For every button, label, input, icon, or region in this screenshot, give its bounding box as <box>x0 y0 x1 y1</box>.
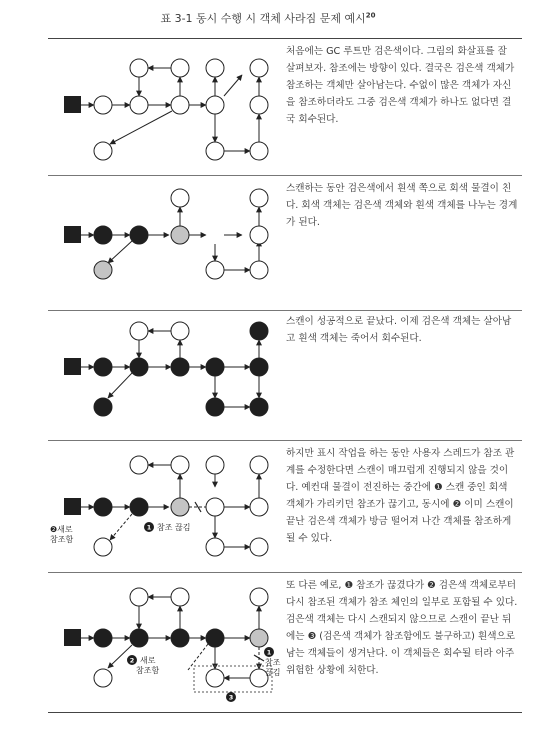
black-object-node <box>130 629 148 647</box>
object-node <box>206 261 224 279</box>
step-number: 1 <box>146 523 152 532</box>
object-node <box>171 189 189 207</box>
object-node <box>206 538 224 556</box>
object-node <box>130 59 148 77</box>
black-object-node <box>94 629 112 647</box>
object-graph-diagram-2 <box>48 175 278 310</box>
new-reference-label: 참조함 <box>50 535 74 544</box>
black-object-node <box>171 629 189 647</box>
row-1-description: 처음에는 GC 루트만 검은색이다. 그림의 화살표를 잘 살펴보자. 참조에는 방향이 있다. 결국은 검은색 객체가 참조하는 객체만 살아남는다. 수없이 많은 객체가 자신을 참조하더라도 그중 검은색 객체가 하나도 없다면 결국 회수된다. <box>286 46 515 125</box>
gray-object-node <box>171 498 189 516</box>
gc-root-node <box>64 498 81 515</box>
black-object-node <box>94 226 112 244</box>
reference-cut-label: 참조 <box>265 658 281 667</box>
object-node <box>171 588 189 606</box>
object-node <box>94 669 112 687</box>
object-node <box>206 456 224 474</box>
object-graph-diagram-1 <box>48 38 278 175</box>
new-reference-label: 참조함 <box>136 666 160 675</box>
gray-object-node <box>171 226 189 244</box>
row-4-description: 하지만 표시 작업을 하는 동안 사용자 스레드가 참조 관계를 수정한다면 스캔이 매끄럽게 진행되지 않을 것이다. 예컨대 물결이 전진하는 중간에 ❶ 스캔 중인 회색 객체가 가리키던 참조가 끊기고, 동시에 ❷ 이미 스캔이 끝난 검은색 객체가 방금 떨어져 나간 객체를 참조하게 될 수 있다. <box>286 448 515 544</box>
row-3-description: 스캔이 성공적으로 끝났다. 이제 검은색 객체는 살아남고 흰색 객체는 죽어서 회수된다. <box>286 316 512 344</box>
object-node <box>250 498 268 516</box>
object-node <box>130 456 148 474</box>
object-node <box>130 588 148 606</box>
black-object-node <box>130 358 148 376</box>
object-node <box>206 59 224 77</box>
black-object-node <box>250 358 268 376</box>
object-node <box>130 96 148 114</box>
object-node <box>171 456 189 474</box>
gray-object-node <box>250 629 268 647</box>
object-node <box>171 59 189 77</box>
black-object-node <box>250 322 268 340</box>
step-number: 2 <box>129 656 135 665</box>
object-node <box>130 322 148 340</box>
object-node <box>250 456 268 474</box>
new-reference-label: ❷새로 <box>50 525 73 534</box>
black-object-node <box>94 358 112 376</box>
reference-cut-label: 참조 끊김 <box>157 523 191 532</box>
reference-cut-label: 끊김 <box>265 668 281 677</box>
object-node <box>94 538 112 556</box>
object-node <box>94 142 112 160</box>
step-number: 1 <box>266 648 272 657</box>
black-object-node <box>206 398 224 416</box>
black-object-node <box>206 629 224 647</box>
row-3 <box>48 310 522 440</box>
black-object-node <box>206 358 224 376</box>
new-reference-label: 새로 <box>140 656 156 665</box>
object-node <box>206 96 224 114</box>
object-node <box>206 669 224 687</box>
object-graph-diagram-3 <box>48 310 278 440</box>
black-object-node <box>94 498 112 516</box>
object-node <box>206 142 224 160</box>
bottom-rule <box>48 712 522 713</box>
object-node <box>171 322 189 340</box>
black-object-node <box>250 398 268 416</box>
object-graph-diagram-4 <box>48 440 278 572</box>
black-object-node <box>130 498 148 516</box>
object-graph-diagram-5 <box>48 572 281 712</box>
object-node <box>250 189 268 207</box>
object-node <box>250 96 268 114</box>
object-node <box>250 59 268 77</box>
object-node <box>171 96 189 114</box>
row-4 <box>48 440 522 572</box>
black-object-node <box>130 226 148 244</box>
caption-footnote: 20 <box>365 11 376 20</box>
object-node <box>250 261 268 279</box>
gc-root-node <box>64 629 81 646</box>
gc-root-node <box>64 226 81 243</box>
row-5-description: 또 다른 예로, ❶ 참조가 끊겼다가 ❷ 검은색 객체로부터 다시 참조된 객체가 참조 체인의 일부로 포함될 수 있다. 검은색 객체는 다시 스캔되지 않으므로 스캔이 끝난 뒤에는 ❸ (검은색 객체가 참조함에도 불구하고) 흰색으로 남는 객체들이 생겨난다. 이 객체들은 회수될 터라 아주 위험한 상황에 처한다. <box>286 580 518 676</box>
step-number: 3 <box>228 693 234 702</box>
black-object-node <box>171 358 189 376</box>
object-node <box>206 498 224 516</box>
gc-root-node <box>64 358 81 375</box>
object-node <box>250 142 268 160</box>
gray-object-node <box>94 261 112 279</box>
object-node <box>250 226 268 244</box>
black-object-node <box>94 398 112 416</box>
row-2 <box>48 175 522 310</box>
caption-text: 표 3-1 동시 수행 시 객체 사라짐 문제 예시 <box>160 12 366 25</box>
gc-root-node <box>64 96 81 113</box>
object-node <box>250 538 268 556</box>
table-caption <box>0 10 536 26</box>
object-node <box>250 588 268 606</box>
row-1 <box>48 38 522 175</box>
row-5 <box>48 572 522 712</box>
row-2-description: 스캔하는 동안 검은색에서 흰색 쪽으로 회색 물결이 친다. 회색 객체는 검은색 객체와 흰색 객체를 나누는 경계가 된다. <box>286 183 518 228</box>
object-node <box>94 96 112 114</box>
